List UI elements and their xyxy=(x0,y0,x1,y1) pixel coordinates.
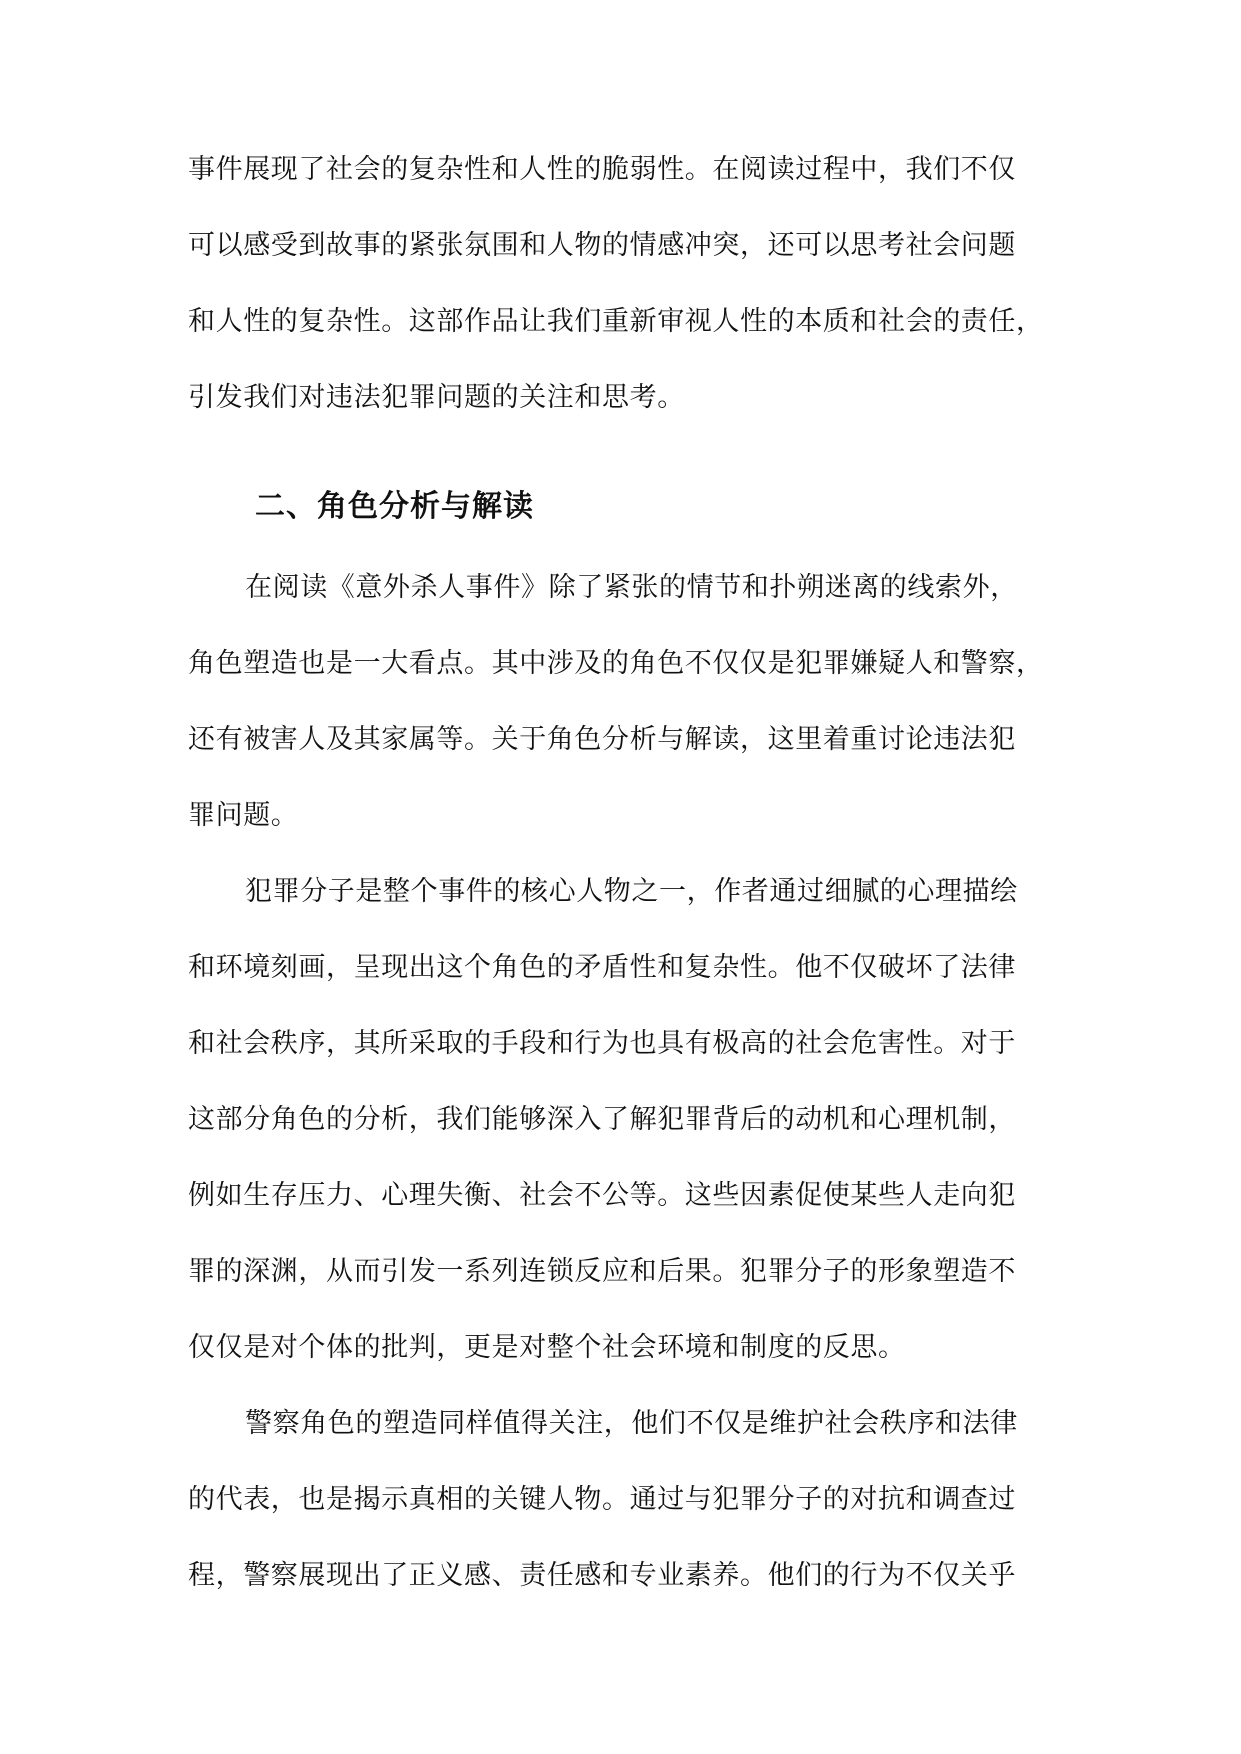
paragraph-line: 罪的深渊，从而引发一系列连锁反应和后果。犯罪分子的形象塑造不 xyxy=(188,1256,1016,1287)
paragraph-line: 事件展现了社会的复杂性和人性的脆弱性。在阅读过程中，我们不仅 xyxy=(188,154,1016,185)
paragraph-line: 程，警察展现出了正义感、责任感和专业素养。他们的行为不仅关乎 xyxy=(188,1560,1016,1591)
paragraph-line: 例如生存压力、心理失衡、社会不公等。这些因素促使某些人走向犯 xyxy=(188,1180,1016,1211)
section-heading: 二、角色分析与解读 xyxy=(255,489,534,524)
paragraph-line: 和人性的复杂性。这部作品让我们重新审视人性的本质和社会的责任， xyxy=(188,306,1044,337)
paragraph-line: 和环境刻画，呈现出这个角色的矛盾性和复杂性。他不仅破坏了法律 xyxy=(188,952,1016,983)
paragraph-line: 和社会秩序，其所采取的手段和行为也具有极高的社会危害性。对于 xyxy=(188,1028,1016,1059)
paragraph-line: 的代表，也是揭示真相的关键人物。通过与犯罪分子的对抗和调查过 xyxy=(188,1484,1016,1515)
paragraph-line: 犯罪分子是整个事件的核心人物之一，作者通过细腻的心理描绘 xyxy=(245,876,1018,907)
paragraph-line: 仅仅是对个体的批判，更是对整个社会环境和制度的反思。 xyxy=(188,1332,906,1363)
paragraph-line: 在阅读《意外杀人事件》除了紧张的情节和扑朔迷离的线索外， xyxy=(245,572,1018,603)
paragraph-line: 警察角色的塑造同样值得关注，他们不仅是维护社会秩序和法律 xyxy=(245,1408,1018,1439)
paragraph-line: 罪问题。 xyxy=(188,800,299,831)
paragraph-line: 这部分角色的分析，我们能够深入了解犯罪背后的动机和心理机制， xyxy=(188,1104,1016,1135)
paragraph-line: 可以感受到故事的紧张氛围和人物的情感冲突，还可以思考社会问题 xyxy=(188,230,1016,261)
paragraph-line: 引发我们对违法犯罪问题的关注和思考。 xyxy=(188,382,685,413)
paragraph-line: 还有被害人及其家属等。关于角色分析与解读，这里着重讨论违法犯 xyxy=(188,724,1016,755)
paragraph-line: 角色塑造也是一大看点。其中涉及的角色不仅仅是犯罪嫌疑人和警察， xyxy=(188,648,1044,679)
